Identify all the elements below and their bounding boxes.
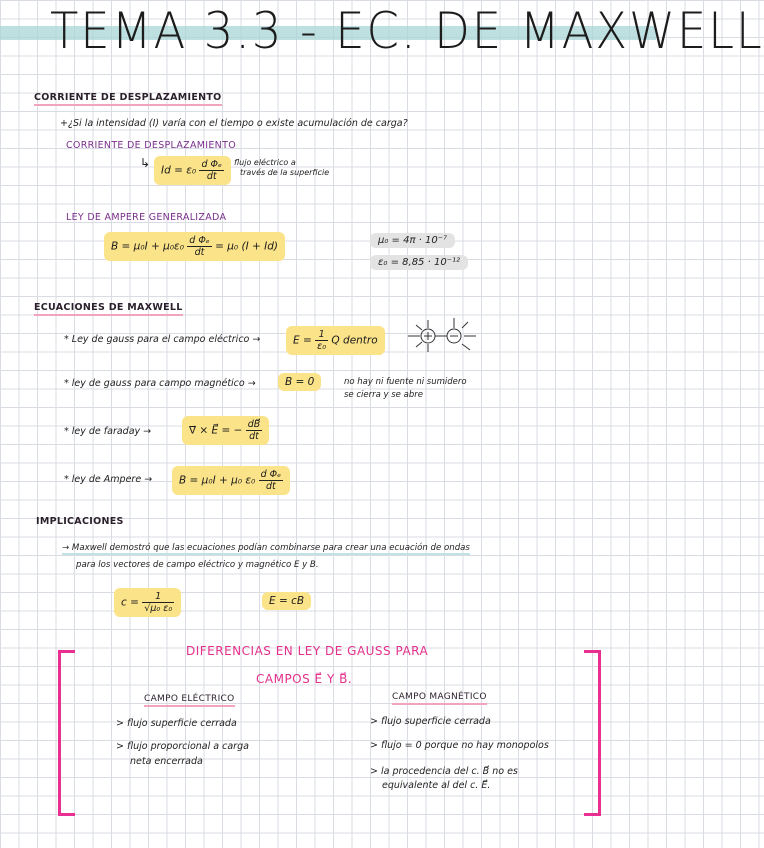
page-title: TEMA 3.3 - EC. DE MAXWELL	[50, 2, 764, 60]
left-item-3: neta encerrada	[130, 756, 203, 767]
note-flux-1: flujo eléctrico a	[234, 158, 296, 167]
gauss-b-note-1: no hay ni fuente ni sumidero	[344, 377, 467, 387]
note-flux-2: través de la superficie	[240, 168, 330, 177]
formula-faraday	[182, 416, 269, 445]
ampere-gen-lhs: B = μ₀I + μ₀ε₀	[111, 240, 184, 253]
right-item-2: > flujo = 0 porque no hay monopolos	[370, 740, 549, 751]
formula-id-num: d Φₑ	[201, 159, 222, 170]
gauss-b-note-2: se cierra y se abre	[344, 390, 423, 400]
right-item-1: > flujo superficie cerrada	[370, 716, 491, 727]
eps0-constant: ε₀ = 8,85 · 10⁻¹²	[370, 255, 468, 270]
formula-id-fraction	[199, 159, 224, 182]
ampere-gen-den: dt	[194, 247, 205, 258]
right-item-3: > la procedencia del c. B⃗ no es	[370, 766, 518, 777]
gauss-e-rhs: Q dentro	[331, 334, 378, 347]
formula-gauss-b: B = 0	[278, 373, 321, 391]
ampere-fraction	[259, 469, 284, 492]
question-text: +¿Si la intensidad (I) varía con el tiempo o existe acumulación de carga?	[60, 118, 408, 129]
mu0-constant: μ₀ = 4π · 10⁻⁷	[370, 233, 455, 248]
box-title-1: DIFERENCIAS EN LEY DE GAUSS PARA	[186, 644, 429, 658]
col-head-electrico: CAMPO ELÉCTRICO	[144, 694, 235, 707]
implicaciones-text-2: para los vectores de campo eléctrico y magnético E y B.	[76, 560, 319, 570]
hook-arrow: ↳	[140, 156, 151, 170]
box-title-2: CAMPOS E⃗ Y B⃗.	[256, 672, 353, 686]
faraday-num: dB⃗	[247, 419, 261, 430]
gauss-e-fraction	[315, 329, 328, 352]
c-den: √μ₀ ε₀	[144, 603, 173, 614]
implicaciones-text-1: → Maxwell demostró que las ecuaciones podían combinarse para crear una ecuación de ondas	[62, 543, 470, 553]
ampere-label: * ley de Ampere →	[64, 474, 153, 485]
heading-maxwell: ECUACIONES DE MAXWELL	[34, 302, 183, 316]
gauss-b-label: * ley de gauss para campo magnético →	[64, 378, 256, 389]
formula-ampere-generalizada	[104, 232, 285, 261]
ampere-gen-num: d Φₑ	[189, 235, 210, 246]
ampere-lhs: B = μ₀I + μ₀ ε₀	[179, 474, 256, 487]
faraday-den: dt	[249, 431, 259, 442]
formula-gauss-e	[286, 326, 385, 355]
formula-id-lhs: Id = ε₀	[161, 164, 197, 177]
right-item-4: equivalente al del c. E⃗.	[382, 780, 491, 791]
heading-ampere-generalizada: LEY DE AMPERE GENERALIZADA	[66, 212, 227, 223]
c-fraction	[142, 591, 174, 614]
col-head-magnetico: CAMPO MAGNÉTICO	[392, 692, 487, 705]
gauss-e-den: ε₀	[317, 341, 327, 352]
left-item-2: > flujo proporcional a carga	[116, 741, 249, 752]
formula-e-cb: E = cB	[262, 592, 311, 610]
left-item-1: > flujo superficie cerrada	[116, 718, 237, 729]
dipole-sketch	[404, 316, 480, 356]
c-num: 1	[142, 591, 174, 603]
faraday-lhs: ∇⃗ × E⃗ = −	[189, 424, 243, 437]
gauss-e-lhs: E =	[293, 334, 312, 347]
gauss-e-label: * Ley de gauss para el campo eléctrico →	[64, 334, 261, 345]
box-bracket-right	[584, 650, 601, 816]
heading-desplazamiento: CORRIENTE DE DESPLAZAMIENTO	[34, 92, 222, 106]
ampere-num: d Φₑ	[260, 469, 282, 480]
formula-ampere	[172, 466, 290, 495]
faraday-fraction	[246, 419, 263, 442]
faraday-label: * ley de faraday →	[64, 426, 152, 437]
c-lhs: c =	[121, 596, 139, 609]
formula-id-den: dt	[206, 171, 217, 182]
box-bracket-left	[58, 650, 75, 816]
ampere-gen-rhs: = μ₀ (I + Id)	[215, 240, 278, 253]
ampere-gen-fraction	[187, 235, 212, 258]
ampere-den: dt	[265, 481, 276, 492]
formula-c	[114, 588, 181, 617]
formula-id	[154, 156, 231, 185]
gauss-e-num: 1	[315, 329, 328, 341]
subheading-desplazamiento: CORRIENTE DE DESPLAZAMIENTO	[66, 140, 236, 151]
heading-implicaciones: IMPLICACIONES	[36, 516, 124, 527]
